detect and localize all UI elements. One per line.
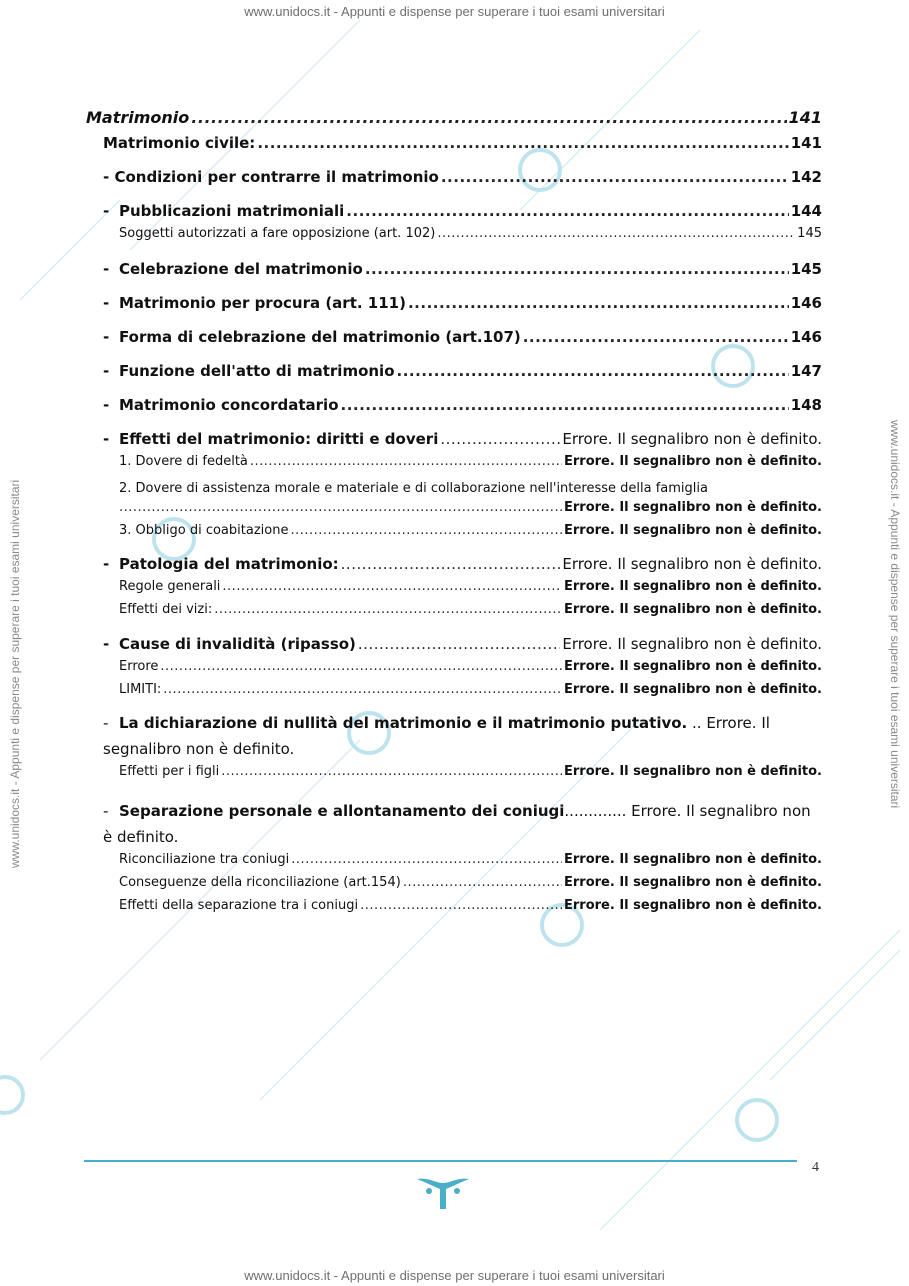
watermark-footer: www.unidocs.it - Appunti e dispense per superare i tuoi esami universitari (244, 1268, 665, 1283)
toc-subentry[interactable]: 3. Obbligo di coabitazione ..... Errore. Il segnalibro non è definito. (86, 523, 822, 555)
toc-subentry[interactable]: 1. Dovere di fedeltà ..... Errore. Il segnalibro non è definito. (86, 454, 822, 477)
toc-entry[interactable]: - Celebrazione del matrimonio ..... 145 (86, 260, 822, 294)
toc-entry[interactable]: - Funzione dell'atto di matrimonio ..... 147 (86, 362, 822, 396)
toc-subentry[interactable]: Regole generali ..... Errore. Il segnalibro non è definito. (86, 579, 822, 602)
toc-entry[interactable]: - Forma di celebrazione del matrimonio (art.107) ..... 146 (86, 328, 822, 362)
toc-subentry[interactable]: Effetti per i figli ..... Errore. Il segnalibro non è definito. (86, 764, 822, 796)
toc-subentry[interactable]: LIMITI: ..... Errore. Il segnalibro non è definito. (86, 682, 822, 708)
toc-heading[interactable]: Matrimonio ..... 141 (86, 108, 822, 134)
toc-subentry[interactable]: Soggetti autorizzati a fare opposizione (art. 102) ..... 145 (86, 226, 822, 260)
ornament-icon (415, 1173, 471, 1213)
toc-entry[interactable]: Matrimonio civile: ..... 141 (86, 134, 822, 168)
toc-subentry[interactable]: Conseguenze della riconciliazione (art.154) ..... Errore. Il segnalibro non è definito. (86, 875, 822, 898)
table-of-contents (86, 108, 822, 921)
footer-rule (84, 1160, 797, 1162)
toc-subentry-continuation[interactable]: ..... Errore. Il segnalibro non è definito. (86, 500, 822, 523)
watermark-header: www.unidocs.it - Appunti e dispense per superare i tuoi esami universitari (244, 4, 665, 19)
toc-entry[interactable]: - Matrimonio per procura (art. 111) ..... 146 (86, 294, 822, 328)
toc-subentry[interactable]: Effetti dei vizi: ..... Errore. Il segnalibro non è definito. (86, 602, 822, 635)
toc-entry[interactable]: - Patologia del matrimonio: ..... Errore. Il segnalibro non è definito. (86, 555, 822, 579)
watermark-side-left: www.unidocs.it - Appunti e dispense per superare i tuoi esami universitari (8, 479, 22, 868)
watermark-side-right: www.unidocs.it - Appunti e dispense per superare i tuoi esami universitari (888, 420, 902, 809)
toc-entry[interactable]: - Cause di invalidità (ripasso) ..... Errore. Il segnalibro non è definito. (86, 635, 822, 659)
page-number: 4 (812, 1160, 819, 1175)
toc-entry[interactable]: - Pubblicazioni matrimoniali ..... 144 (86, 202, 822, 226)
toc-entry[interactable]: - Effetti del matrimonio: diritti e doveri ..... Errore. Il segnalibro non è definito. (86, 430, 822, 454)
toc-subentry-wrapped[interactable]: 2. Dovere di assistenza morale e materiale e di collaborazione nell'interesse della famiglia (119, 481, 708, 496)
toc-subentry[interactable]: Errore ..... Errore. Il segnalibro non è definito. (86, 659, 822, 682)
toc-entry[interactable]: - Condizioni per contrarre il matrimonio ..... 142 (86, 168, 822, 202)
toc-subentry[interactable]: Effetti della separazione tra i coniugi ..... Errore. Il segnalibro non è definito. (86, 898, 822, 921)
toc-subentry[interactable]: Riconciliazione tra coniugi ..... Errore. Il segnalibro non è definito. (86, 852, 822, 875)
toc-entry-wrapped[interactable]: - Separazione personale e allontanamento dei coniugi............. Errore. Il segnalibro non è definito. (103, 802, 811, 846)
toc-entry-wrapped[interactable]: - La dichiarazione di nullità del matrimonio e il matrimonio putativo. .. Errore. Il segnalibro non è definito. (103, 714, 770, 758)
toc-entry[interactable]: - Matrimonio concordatario ..... 148 (86, 396, 822, 430)
